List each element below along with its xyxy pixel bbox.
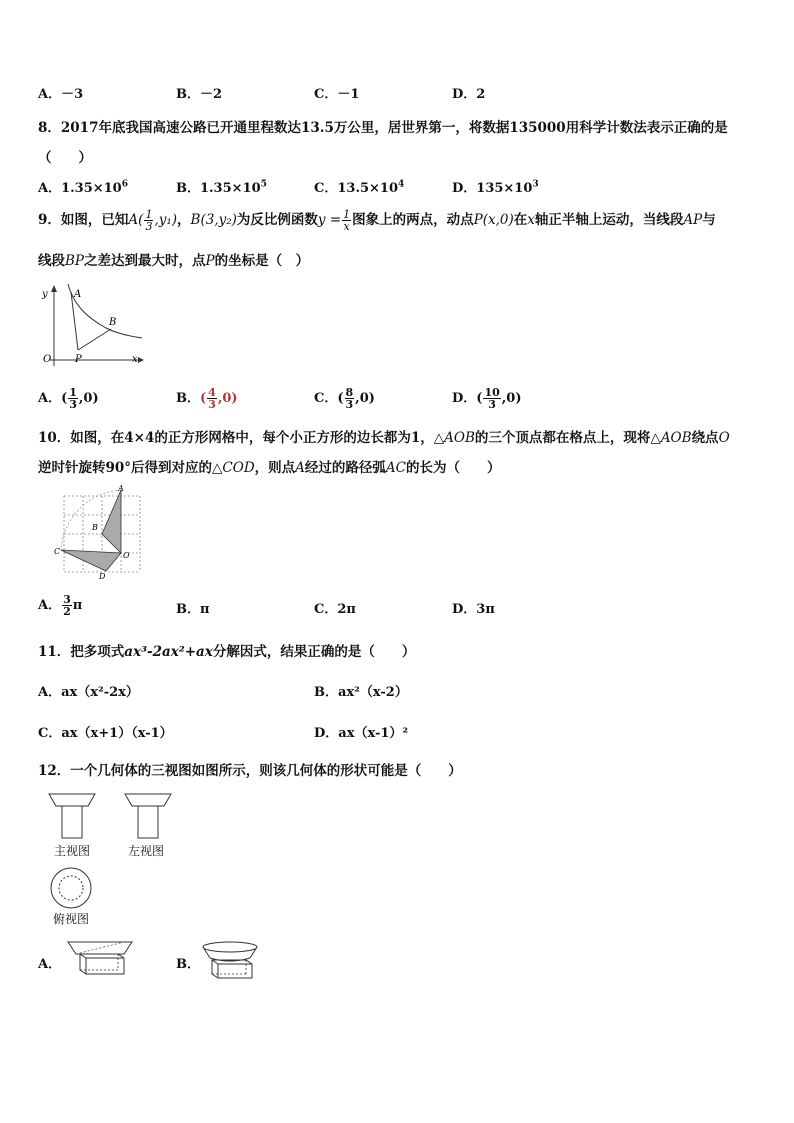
q10-line-1: 10．如图，在4×4的正方形网格中，每个小正方形的边长都为1，△AOB的三个顶点都在格点上，现将△AOB绕点O [38,430,730,446]
q12-stem: 12．一个几何体的三视图如图所示，则该几何体的形状可能是（ ） [38,763,462,779]
q8-option-a: A．$1.35\times 10^6$ [38,179,128,196]
q9-option-b: B．( $\frac{4}{3}$ ,0) [176,386,238,411]
y-axis-arrow-icon [51,285,57,292]
q7-option-c: C．－1 [314,87,360,102]
q12-option-a-figure [66,940,138,980]
q10-option-a: A． $\frac{3}{2}$ π [38,593,83,618]
q10-line-2: 逆时针旋转90°后得到对应的△COD，则点A经过的路径弧AC的长为（ ） [38,460,501,476]
graph-label-x: x [132,354,138,365]
graph-label-y: y [42,289,48,300]
top-view-caption: 俯视图 [53,912,90,926]
q8-option-c: C．$13.5\times 10^4$ [314,179,405,196]
q11-option-c: C．ax（x+1）（x-1） [38,726,173,741]
top-view-figure [48,866,98,910]
q7-option-b: B．－2 [176,87,223,102]
q8-option-b: B．$1.35\times 10^5$ [176,179,267,196]
q7-option-a: A．－3 [38,87,84,102]
graph-label-p: P [75,354,82,365]
q10-option-d: D．3π [452,602,495,617]
segment-ap [71,292,78,350]
q9-option-a: A．( $\frac{1}{3}$ ,0) [38,386,99,411]
left-view-figure [124,792,178,842]
triangle-aob [102,490,121,553]
q12-option-a-label: A． [38,957,62,972]
left-view-caption: 左视图 [128,844,165,858]
q8-stem: 8．2017年底我国高速公路已开通里程数达13.5万公里，居世界第一，将数据135000用科学计数法表示正确的是 [38,120,728,136]
q12-option-b-figure [200,940,262,982]
q8-option-d: D．$135\times 10^3$ [452,179,539,196]
q11-option-d: D．ax（x-1）² [314,726,409,741]
graph-label-a: A [74,289,82,300]
q9-function-graph [38,282,148,368]
fig-label-d: D [99,572,106,580]
x-axis-arrow-icon [138,357,144,363]
q10-option-c: C．2π [314,602,356,617]
graph-label-o: O [43,354,52,365]
q10-grid-figure [52,484,148,580]
graph-label-b: B [109,317,117,328]
q10-option-b: B．π [176,602,210,617]
q11-option-a: A．ax（x²-2x） [38,685,139,700]
fig-label-c: C [54,547,61,556]
q9-line-1: 9．如图，已知A( $\frac{1}{3}$ ,y₁)，B(3,y₂)为反比例函数y = $\frac{1}{x}$ 图象上的两点，动点P(x,0)在x轴正半轴上运动，当线段AP与 [38,208,716,233]
q11-option-b: B．ax²（x-2） [314,685,408,700]
q9-option-d: D．( $\frac{10}{3}$ ,0) [452,386,522,411]
q12-option-b-label: B． [176,957,200,972]
front-view-caption: 主视图 [54,844,91,858]
segment-bp [78,329,111,350]
q11-stem: 11．把多项式ax³-2ax²+ax分解因式，结果正确的是（ ） [38,644,416,660]
q8-paren: （ ） [38,150,92,166]
q7-option-d: D．2 [452,87,486,102]
fig-label-a: A [118,484,124,493]
triangle-cod [61,550,121,571]
q9-option-c: C．( $\frac{8}{3}$ ,0) [314,386,375,411]
front-view-figure [48,792,102,842]
fig-label-o: O [123,551,130,560]
q9-line-2: 线段BP之差达到最大时，点P的坐标是（ ） [38,253,310,269]
fig-label-b: B [92,523,98,532]
